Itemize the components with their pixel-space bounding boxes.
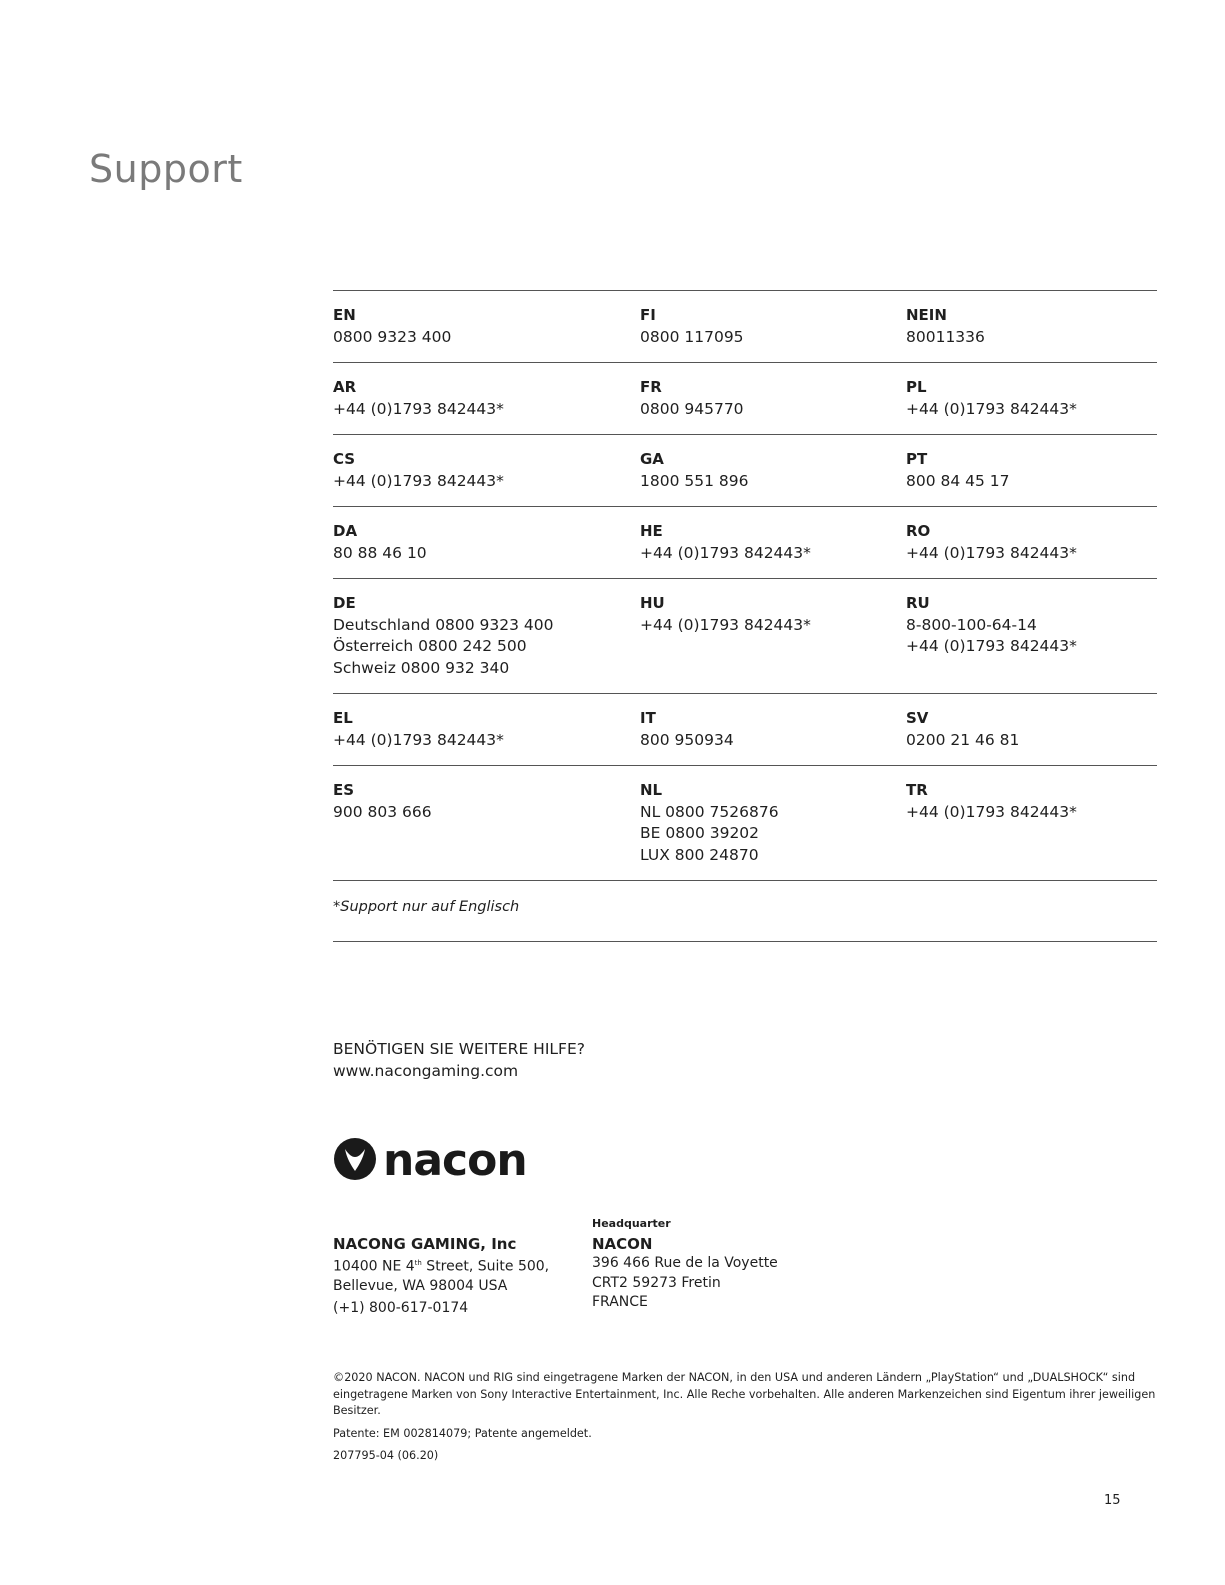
- help-block: [333, 1038, 585, 1082]
- phone-number: 0800 945770: [640, 399, 744, 418]
- country-cell: [640, 449, 906, 492]
- phone-number: Schweiz 0800 932 340: [333, 658, 510, 677]
- country-cell: [640, 521, 906, 564]
- phone-number: 80011336: [906, 327, 985, 346]
- help-url: www.nacongaming.com: [333, 1062, 519, 1080]
- country-cell: [906, 708, 1157, 751]
- support-row: [333, 435, 1157, 507]
- phone-number: +44 (0)1793 842443*: [640, 615, 811, 634]
- support-row: [333, 579, 1157, 694]
- country-code: NL: [640, 781, 663, 799]
- country-cell: [906, 521, 1157, 564]
- page-number: 15: [1104, 1493, 1121, 1508]
- us-office-name: NACONG GAMING, Inc: [333, 1235, 517, 1253]
- document-code: 207795-04 (06.20): [333, 1449, 439, 1462]
- hq-line: 396 466 Rue de la Voyette: [592, 1255, 778, 1271]
- legal-notice: [333, 1370, 1163, 1465]
- country-code: EN: [333, 306, 356, 324]
- country-code: FR: [640, 378, 662, 396]
- country-cell: [640, 305, 906, 348]
- country-code: RO: [906, 522, 931, 540]
- country-code: EL: [333, 709, 353, 727]
- footnote: *Support nur auf Englisch: [333, 881, 1157, 942]
- country-cell: [906, 593, 1157, 679]
- country-code: DE: [333, 594, 356, 612]
- country-code: RU: [906, 594, 930, 612]
- country-code: FI: [640, 306, 656, 324]
- us-office-city: Bellevue, WA 98004 USA: [333, 1278, 508, 1295]
- country-code: HU: [640, 594, 665, 612]
- help-question: BENÖTIGEN SIE WEITERE HILFE?: [333, 1040, 585, 1058]
- hq-name: NACON: [592, 1235, 653, 1253]
- phone-number: 900 803 666: [333, 802, 432, 821]
- country-code: NEIN: [906, 306, 947, 324]
- phone-number: 80 88 46 10: [333, 543, 427, 562]
- country-cell: [640, 780, 906, 866]
- support-contact-grid: [333, 290, 1157, 942]
- hq-line: CRT2 59273 Fretin: [592, 1274, 721, 1291]
- phone-number: +44 (0)1793 842443*: [640, 543, 811, 562]
- country-cell: [333, 449, 640, 492]
- support-row: [333, 291, 1157, 363]
- country-cell: [333, 708, 640, 751]
- country-code: IT: [640, 709, 656, 727]
- phone-number: LUX 800 24870: [640, 845, 759, 864]
- support-row: [333, 507, 1157, 579]
- logo-wordmark: nacon: [383, 1135, 527, 1183]
- phone-number: Österreich 0800 242 500: [333, 637, 527, 655]
- phone-number: BE 0800 39202: [640, 824, 760, 842]
- phone-number: 0200 21 46 81: [906, 730, 1020, 749]
- country-cell: [906, 780, 1157, 866]
- us-office-phone: (+1) 800-617-0174: [333, 1299, 469, 1316]
- support-row: [333, 363, 1157, 435]
- patent-text: Patente: EM 002814079; Patente angemeldet.: [333, 1426, 592, 1440]
- page-title: Support: [89, 147, 243, 192]
- nacon-logo: [333, 1135, 539, 1183]
- support-row: [333, 766, 1157, 881]
- phone-number: Deutschland 0800 9323 400: [333, 615, 554, 634]
- phone-number: +44 (0)1793 842443*: [906, 543, 1077, 562]
- phone-number: 0800 117095: [640, 327, 744, 346]
- country-code: SV: [906, 709, 929, 727]
- country-code: GA: [640, 450, 664, 468]
- country-cell: [333, 377, 640, 420]
- country-cell: [906, 377, 1157, 420]
- hq-label: Headquarter: [592, 1217, 671, 1230]
- phone-number: 8-800-100-64-14: [906, 615, 1037, 634]
- hq-address: [592, 1217, 778, 1313]
- country-code: CS: [333, 450, 356, 468]
- phone-number: 800 84 45 17: [906, 471, 1010, 490]
- phone-number: 800 950934: [640, 730, 734, 749]
- country-code: HE: [640, 522, 663, 540]
- country-cell: [640, 593, 906, 679]
- country-cell: [640, 377, 906, 420]
- us-office-address: [333, 1234, 549, 1318]
- country-code: AR: [333, 378, 357, 396]
- phone-number: 1800 551 896: [640, 471, 749, 490]
- support-row: [333, 694, 1157, 766]
- country-code: DA: [333, 522, 358, 540]
- country-cell: [333, 521, 640, 564]
- country-code: PT: [906, 450, 928, 468]
- hq-line: FRANCE: [592, 1294, 648, 1310]
- country-cell: [333, 305, 640, 348]
- country-code: PL: [906, 378, 927, 396]
- phone-number: NL 0800 7526876: [640, 802, 779, 821]
- country-cell: [906, 305, 1157, 348]
- phone-number: +44 (0)1793 842443*: [333, 471, 504, 490]
- phone-number: +44 (0)1793 842443*: [906, 399, 1077, 418]
- us-office-street: 10400 NE 4th Street, Suite 500,: [333, 1258, 550, 1275]
- country-cell: [333, 593, 640, 679]
- copyright-text: ©2020 NACON. NACON und RIG sind eingetragene Marken der NACON, in den USA und anderen Ländern „PlayStation“ und „DUALSHOCK“ sind eingetragene Marken von Sony Interactive Entertainment, Inc. Alle Reche vorbehalten. Alle anderen Markenzeichen sind Eigentum ihrer jeweiligen Besitzer.: [333, 1371, 1156, 1417]
- phone-number: +44 (0)1793 842443*: [333, 730, 504, 749]
- country-code: ES: [333, 781, 355, 799]
- phone-number: +44 (0)1793 842443*: [333, 399, 504, 418]
- country-code: TR: [906, 781, 928, 799]
- phone-number: +44 (0)1793 842443*: [906, 802, 1077, 821]
- country-cell: [906, 449, 1157, 492]
- country-cell: [333, 780, 640, 866]
- country-cell: [640, 708, 906, 751]
- phone-number: +44 (0)1793 842443*: [906, 637, 1077, 655]
- phone-number: 0800 9323 400: [333, 327, 452, 346]
